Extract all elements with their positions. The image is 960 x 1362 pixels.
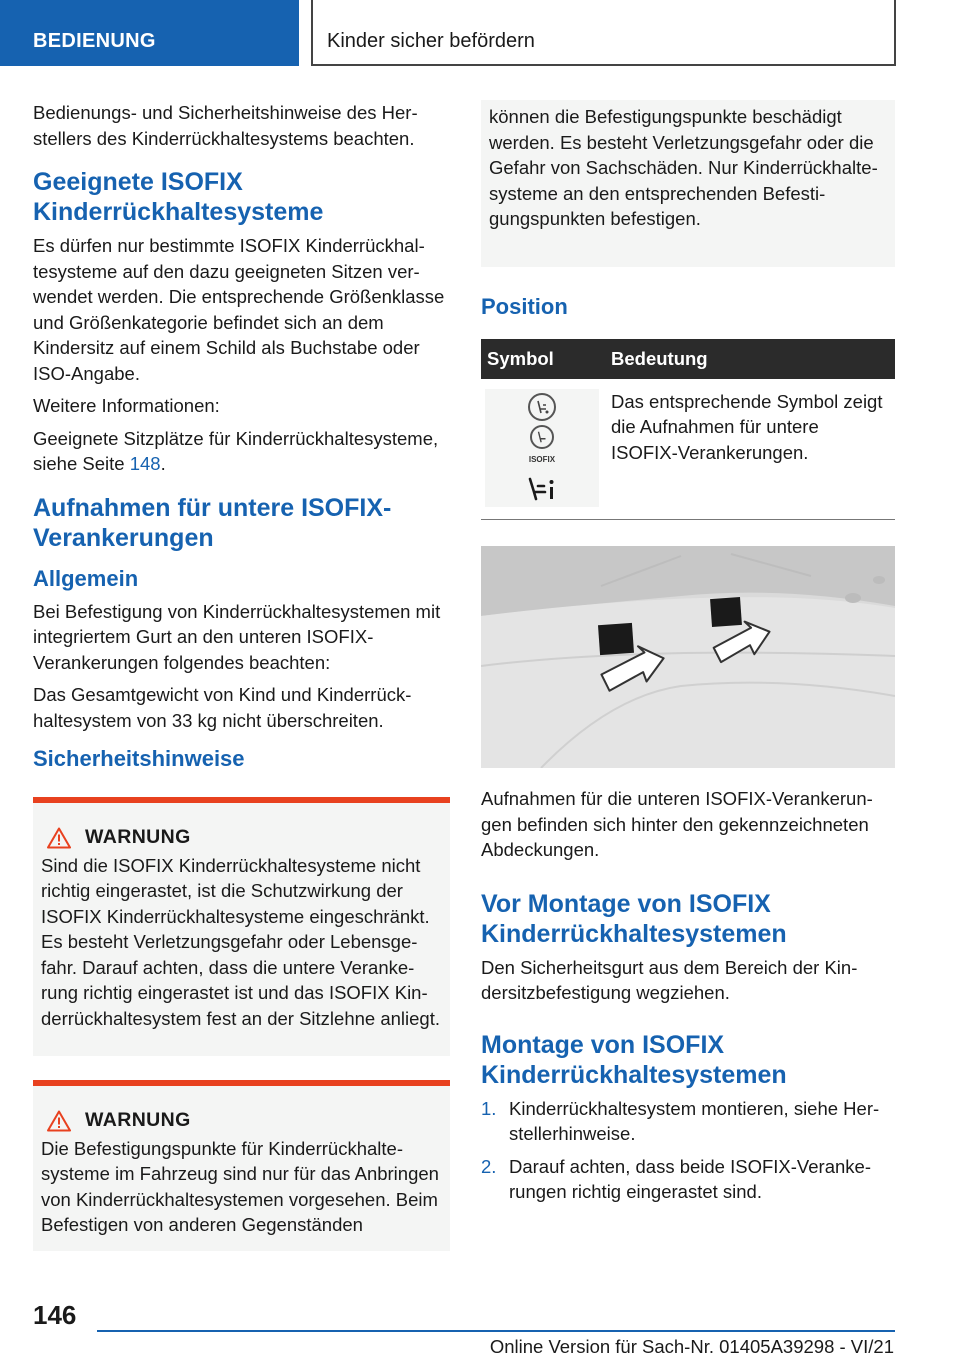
right-column: [481, 100, 895, 1212]
heading-position: Position: [481, 293, 568, 319]
heading-geeignete-isofix: Geeignete ISOFIX Kinderrückhaltesysteme: [33, 168, 324, 226]
heading-allgemein: Allgemein: [33, 565, 139, 591]
isofix-seat-circle-icon: [528, 393, 556, 421]
paragraph-allgemein-1: Bei Befestigung von Kinderrückhaltesystemen mit integriertem Gurt an den unteren ISOFIX-Verankerungen folgendes beachten:: [33, 600, 441, 673]
sitzplaetze-suffix: .: [160, 453, 166, 474]
step-number: 1.: [481, 1097, 497, 1119]
symbol-cell: [481, 379, 605, 520]
heading-vor-montage: Vor Montage von ISOFIX Kinderrückhaltesystemen: [481, 889, 787, 948]
intro-text: Bedienungs- und Sicherheitshinweise des Herstellers des Kinderrückhaltesystems beachten.: [33, 102, 418, 149]
footer-divider: [97, 1330, 895, 1332]
warning-label: WARNUNG: [85, 826, 191, 848]
heading-montage: Montage von ISOFIX Kinderrückhaltesystemen: [481, 1030, 787, 1089]
warning-text-continued: können die Befestigungspunkte beschädigt werden. Es besteht Verletzungsgefahr oder die Gefahr von Sachschäden. Nur Kinderrückhaltesysteme an den entsprechenden Befestigungspunkten befestigen.: [489, 106, 878, 229]
isofix-seat-info-icon: [527, 476, 557, 502]
symbol-table: [481, 339, 895, 520]
heading-aufnahmen: Aufnahmen für untere ISOFIX-Verankerungen: [33, 493, 392, 552]
isofix-text-label: ISOFIX: [528, 454, 556, 464]
table-row: [481, 379, 895, 520]
step-number: 2.: [481, 1155, 497, 1177]
paragraph-allgemein-2: Das Gesamtgewicht von Kind und Kinderrückhaltesystem von 33 kg nicht überschreiten.: [33, 684, 412, 731]
section-tab[interactable]: BEDIENUNG: [0, 0, 299, 66]
warning-triangle-icon: [47, 1110, 71, 1132]
paragraph-geeignete: Es dürfen nur bestimmte ISOFIX Kinderrückhaltesysteme auf den dazu geeigneten Sitzen verwendet werden. Die entsprechende Größenklasse und Größenkategorie befindet sich an dem Kindersitz auf einem Schild als Buchstabe oder ISO-Angabe.: [33, 235, 445, 384]
list-item: [481, 1096, 895, 1147]
sitzplaetze-text: Geeignete Sitzplätze für Kinderrückhaltesysteme, siehe Seite: [33, 427, 439, 474]
meaning-cell: Das entsprechende Symbol zeigt die Aufnahmen für untere ISOFIX-Verankerungen.: [605, 379, 895, 520]
list-item: [481, 1154, 895, 1205]
paragraph-weitere-info: Weitere Informationen:: [33, 395, 220, 416]
warning-header: [41, 825, 444, 851]
warning-text: Die Befestigungspunkte für Kinderrückhaltesysteme im Fahrzeug sind nur für das Anbringen von Kinderrückhaltesystemen vorgesehen. Beim Befestigen von anderen Gegenständen: [41, 1137, 439, 1235]
warning-label: WARNUNG: [85, 1109, 191, 1131]
warning-text: Sind die ISOFIX Kinderrückhaltesysteme nicht richtig eingerastet, ist die Schutzwirkung der ISOFIX Kinderrückhaltesysteme eingeschränkt. Es besteht Verletzungsgefahr oder Lebensgefahr. Darauf achten, dass die untere Verankerung richtig eingerastet ist und das ISOFIX Kinderrückhaltesystem fest an der Sitzlehne anliegt.: [41, 854, 440, 1029]
page-number: 146: [33, 1300, 77, 1330]
paragraph-sitzplaetze: [33, 426, 449, 477]
online-version-text: Online Version für Sach-Nr. 01405A39298 - VI/21: [489, 1336, 894, 1357]
step-text: Kinderrückhaltesystem montieren, siehe Herstellerhinweise.: [509, 1097, 880, 1144]
warning-box-1: [33, 797, 450, 1056]
column-header-symbol: Symbol: [481, 339, 605, 379]
rear-seat-isofix-photo: [481, 546, 895, 768]
isofix-anchor-circle-icon: [530, 425, 554, 449]
montage-steps: [481, 1096, 895, 1205]
warning-triangle-icon: [47, 827, 71, 849]
isofix-symbols: [485, 389, 599, 507]
chapter-title: Kinder sicher befördern: [311, 0, 896, 66]
page-reference-link[interactable]: 148: [129, 453, 161, 474]
table-header-row: [481, 339, 895, 379]
left-column: [33, 100, 449, 1251]
warning-box-2: [33, 1080, 450, 1251]
warning-header: [41, 1108, 444, 1134]
column-header-bedeutung: Bedeutung: [605, 339, 895, 379]
warning-box-2-continued: [481, 100, 895, 267]
paragraph-vor-montage: Den Sicherheitsgurt aus dem Bereich der Kindersitzbefestigung wegziehen.: [481, 956, 858, 1003]
photo-caption: Aufnahmen für die unteren ISOFIX-Verankerungen befinden sich hinter den gekennzeichneten Abdeckungen.: [481, 788, 873, 860]
heading-sicherheitshinweise: Sicherheitshinweise: [33, 746, 245, 771]
step-text: Darauf achten, dass beide ISOFIX-Verankerungen richtig eingerastet sind.: [509, 1155, 871, 1202]
